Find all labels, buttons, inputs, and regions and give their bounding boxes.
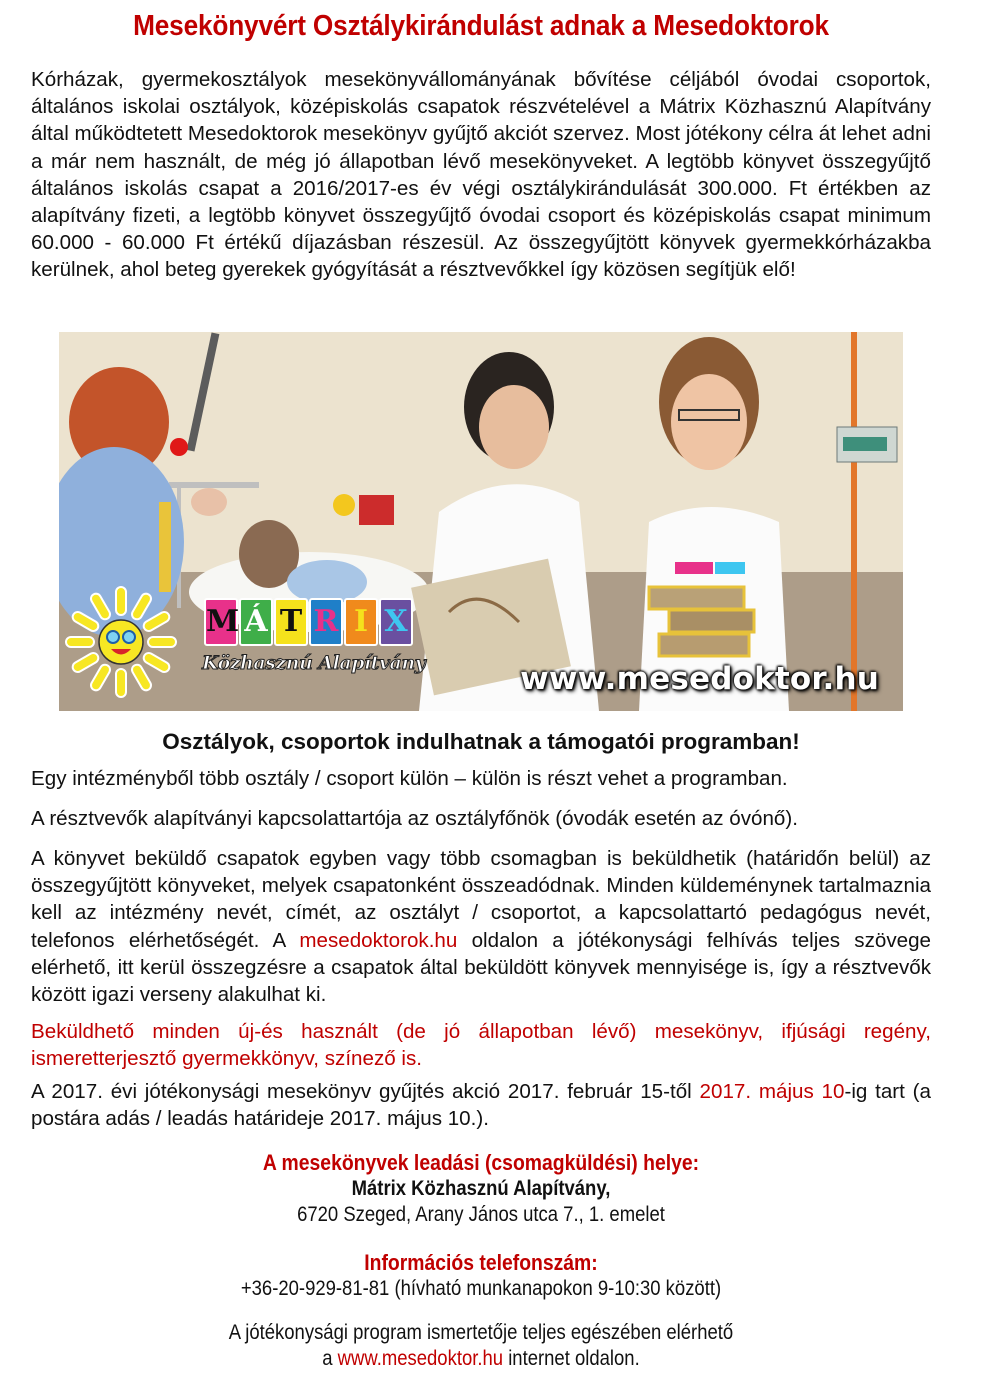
page-title: Mesekönyvért Osztálykirándulást adnak a Mesedoktorok	[133, 10, 829, 42]
mesedoktorok-link[interactable]: mesedoktorok.hu	[299, 928, 458, 952]
logo-letter-x: X	[379, 598, 413, 646]
address: 6720 Szeged, Arany János utca 7., 1. emelet	[297, 1203, 665, 1226]
logo-letter-i: I	[344, 598, 378, 646]
phone-heading: Információs telefonszám:	[364, 1250, 598, 1275]
phone-number: +36-20-929-81-81 (hívható munkanapokon 9-10:30 között)	[240, 1277, 722, 1300]
paragraph-multiple-classes: Egy intézményből több osztály / csoport külön – külön is részt vehet a programban.	[31, 767, 788, 790]
footer-line-2: a www.mesedoktor.hu internet oldalon.	[322, 1347, 640, 1370]
section-heading: Osztályok, csoportok indulhatnak a támogatói programban!	[162, 729, 800, 754]
footer-line-1: A jótékonysági program ismertetője teljes egészében elérhető	[228, 1321, 734, 1344]
photo-watermark-url: www.mesedoktor.hu	[520, 661, 879, 697]
organization-name: Mátrix Közhasznú Alapítvány,	[351, 1177, 611, 1200]
phone-block	[58, 1250, 905, 1302]
mesedoktor-website-link[interactable]: www.mesedoktor.hu	[337, 1347, 504, 1370]
logo-letter-t: T	[274, 598, 308, 646]
deadline-date: 2017. május 10	[699, 1080, 845, 1103]
matrix-logo	[204, 598, 414, 646]
logo-letter-a: Á	[239, 598, 273, 646]
logo-letter-m: M	[204, 598, 238, 646]
photo-illustration	[59, 332, 903, 711]
hospital-photo	[59, 332, 903, 711]
dropoff-block	[58, 1150, 905, 1228]
paragraph-deadline: A 2017. évi jótékonysági mesekönyv gyűjtés akció 2017. február 15-től 2017. május 10-ig tart (a postára adás / leadás határideje 2017. május 10.).	[31, 1080, 931, 1131]
footer-block	[58, 1320, 905, 1372]
intro-paragraph: Kórházak, gyermekosztályok mesekönyvállományának bővítése céljából óvodai csoportok, általános iskolai osztályok, középiskolás csapatok részvételével a Mátrix Közhasznú Alapítvány által működtetett Mesedoktorok mesekönyv gyűjtő akciót szervez. Most jótékony célra át lehet adni a már nem használt, de még jó állapotban lévő mesekönyveket. A legtöbb könyvet összegyűjtő általános iskolás csapat a 2016/2017-es év végi osztálykirándulását 300.000. Ft értékben az alapítvány fizeti, a legtöbb könyvet összegyűjtő óvodai csoport és középiskolás csapat minimum 60.000 - 60.000 Ft értékű díjazásban részesül. Az összegyűjtött könyvek gyermekkórházakba kerülnek, ahol beteg gyerekek gyógyítását a résztvevőkkel így közösen segítjük elő!	[31, 68, 931, 282]
logo-letter-r: R	[309, 598, 343, 646]
paragraph-submission-rules: A könyvet beküldő csapatok egyben vagy több csomagban is beküldhetik (határidőn belül) az összegyűjtött könyveket, melyek csapatonként összeadódnak. Minden küldeménynek tartalmaznia kell az intézmény nevét, címét, az osztályt / csoportot, a kapcsolattartó pedagógus nevét, telefonos elérhetőségét. A mesedoktorok.hu oldalon a jótékonysági felhívás teljes szövege elérhető, itt kerül összegzésre a csapatok által beküldött könyvek mennyisége is, így a résztvevők között igazi verseny alakulhat ki.	[31, 847, 932, 1007]
paragraph-contact-person: A résztvevők alapítványi kapcsolattartója az osztályfőnök (óvodák esetén az óvónő).	[31, 807, 798, 830]
paragraph-accepted-books: Beküldhető minden új-és használt (de jó állapotban lévő) mesekönyv, ifjúsági regény, ismeretterjesztő gyermekkönyv, színező is.	[31, 1020, 931, 1071]
logo-subtitle: Közhasznú Alapítvány	[202, 652, 426, 674]
dropoff-heading: A mesekönyvek leadási (csomagküldési) helye:	[262, 1150, 700, 1175]
